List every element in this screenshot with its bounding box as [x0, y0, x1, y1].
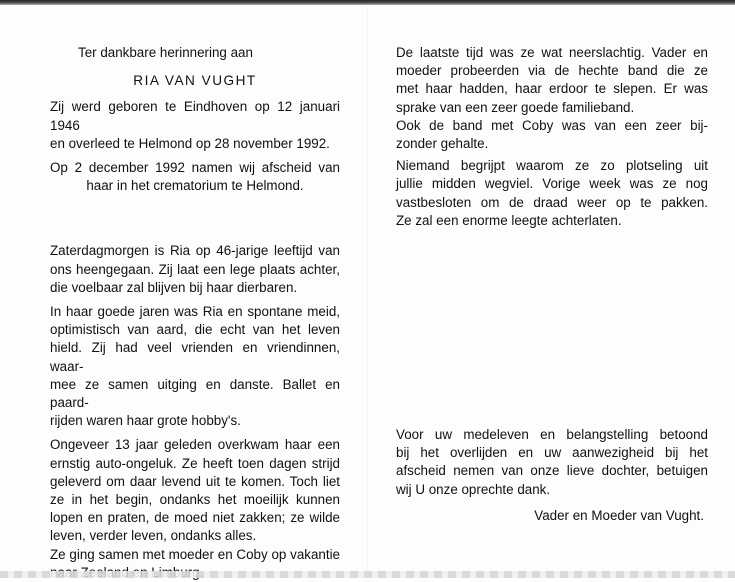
birth-death-statement [50, 98, 340, 153]
text-line: Niemand begrijpt waarom ze zo plotseling uit [396, 158, 708, 174]
text-line: leven, verder leven, ondanks alles. [50, 528, 257, 544]
text-line: Ook de band met Coby was van een zeer bij- [396, 117, 708, 133]
text-line: mee ze samen uitging en danste. Ballet en paard- [50, 376, 340, 411]
text-line: wij U onze oprechte dank. [396, 481, 551, 497]
bottom-edge [0, 571, 735, 578]
farewell-statement [50, 159, 340, 195]
text-line: lopen en praten, de moed niet zakken; ze wilde [50, 510, 340, 526]
paragraph-good-years [50, 303, 340, 430]
dedication-heading: Ter dankbare herinnering aan [78, 45, 253, 60]
paragraph-passing [50, 242, 340, 297]
left-column [50, 44, 340, 582]
text-line: vastbesloten om de draad weer op te pakken. [396, 194, 708, 210]
text-line: jullie midden wegviel. Vorige week was ze nog [396, 176, 708, 192]
text-line: Zaterdagmorgen is Ria op 46-jarige leeftijd van [50, 243, 340, 259]
paragraph-sudden-loss [396, 157, 708, 230]
right-column [396, 44, 708, 525]
deceased-name: RIA VAN VUGHT [133, 73, 257, 89]
text-line: rijden waren haar grote hobby's. [50, 413, 241, 429]
text-line: moeder probeerden via de hechte band die ze [396, 63, 708, 79]
text-line: In haar goede jaren was Ria en spontane meid, [50, 304, 340, 320]
text-line: De laatste tijd was ze wat neerslachtig. Vader en [396, 45, 708, 60]
top-edge [0, 0, 735, 5]
text-line: ons heengegaan. Zij laat een lege plaats achter, [50, 261, 340, 277]
thanks-statement [396, 426, 708, 499]
center-fold [367, 6, 368, 571]
text-line: Voor uw medeleven en belangstelling betoond [396, 427, 708, 443]
text-line: bij het overlijden en uw aanwezigheid bij het [396, 445, 708, 461]
text-line: Ze zal een enorme leegte achterlaten. [396, 212, 622, 228]
text-line: ernstig auto-ongeluk. Ze heeft toen dagen strijd [50, 455, 340, 471]
text-line: ze in het begin, ondanks het moeilijk kunnen [50, 492, 340, 508]
text-line: Zij werd geboren te Eindhoven op 12 januari 1946 [50, 99, 340, 133]
text-line: met haar hadden, haar erdoor te slepen. Er was [396, 81, 708, 97]
text-line: Op 2 december 1992 namen wij afscheid van [50, 160, 340, 176]
text-line: die voelbaar zal blijven bij haar dierbaren. [50, 279, 298, 295]
text-line: optimistisch van aard, die echt van het leven [50, 322, 340, 338]
text-line: zonder gehalte. [396, 136, 489, 152]
text-line: Ze ging samen met moeder en Coby op vakantie [50, 546, 340, 562]
text-line: afscheid nemen van onze lieve dochter, betuigen [396, 463, 708, 479]
paragraph-accident [50, 436, 340, 582]
text-line: geleverd om daar levend uit te komen. Toch liet [50, 473, 340, 489]
text-line: Ongeveer 13 jaar geleden overkwam haar een [50, 437, 340, 453]
text-line: sprake van een zeer goede familieband. [396, 99, 635, 115]
text-line: en overleed te Helmond op 28 november 1992. [50, 135, 330, 151]
paragraph-final-period [396, 44, 708, 153]
text-line: hield. Zij had veel vrienden en vriendinnen, waar- [50, 340, 340, 374]
signature: Vader en Moeder van Vught. [534, 507, 704, 523]
text-line: haar in het crematorium te Helmond. [86, 178, 304, 194]
